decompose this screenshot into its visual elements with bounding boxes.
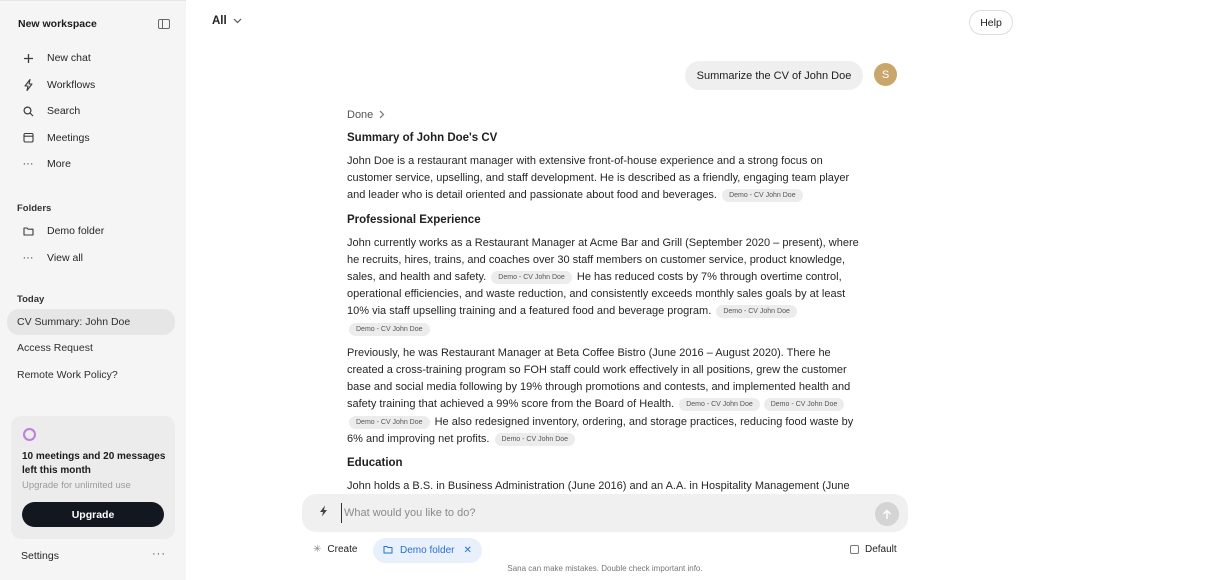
response-heading: Education <box>347 457 403 470</box>
sidebar-item-search[interactable] <box>10 98 176 125</box>
nav-label: Workflows <box>47 78 96 91</box>
citation-chip[interactable]: Demo - CV John Doe <box>349 416 430 429</box>
chat-item[interactable]: Remote Work Policy? <box>17 368 118 381</box>
paragraph-text: John Doe is a restaurant manager with extensive front-of-house experience and a strong focus on customer service, upselling, and staff development. He is described as a friendly, engaging team player and leader who is detail oriented and passionate about food and beverages. <box>347 155 850 202</box>
folder-icon <box>20 226 36 236</box>
workspace-header <box>18 17 170 31</box>
citation-chip[interactable]: Demo - CV John Doe <box>349 323 430 336</box>
folder-icon <box>383 545 393 556</box>
status-toggle[interactable] <box>347 107 867 123</box>
filter-dropdown[interactable] <box>212 15 242 27</box>
create-button[interactable] <box>313 544 357 555</box>
lightning-icon <box>20 79 36 91</box>
paragraph-text: John currently works as a Restaurant Manager at Acme Bar and Grill (September 2020 – present), where he recruits, hires, trains, and coaches over 30 staff members on customer service, product knowledge, sales, and health and safety. <box>347 236 859 284</box>
sidebar-nav <box>10 45 176 178</box>
chat-history-list <box>7 309 175 388</box>
citation-chip[interactable]: Demo - CV John Doe <box>764 398 845 411</box>
response-heading: Summary of John Doe's CV <box>347 132 498 144</box>
citation-chip[interactable]: Demo - CV John Doe <box>716 305 797 318</box>
chat-item[interactable]: Access Request <box>17 342 93 355</box>
citation-chip[interactable]: Demo - CV John Doe <box>679 398 760 411</box>
citation-chip[interactable]: Demo - CV John Doe <box>495 433 576 446</box>
workspace-title[interactable]: New workspace <box>18 18 97 30</box>
response-paragraph <box>347 345 867 448</box>
chevron-right-icon <box>379 110 385 121</box>
paragraph-text: He has reduced costs by 7% through overtime control, operational efficiencies, and waste reduction, and consistently exceeds monthly sales goals by at least 10% via staff upselling training and a featured food and beverage program. <box>347 271 846 318</box>
folder-context-chip[interactable] <box>373 538 482 563</box>
user-message: Summarize the CV of John Doe <box>685 61 863 90</box>
new-chat-button[interactable] <box>10 45 176 72</box>
status-label: Done <box>347 109 374 121</box>
plus-icon <box>20 53 36 64</box>
chat-item[interactable]: CV Summary: John Doe <box>7 309 175 335</box>
create-label: Create <box>327 544 358 555</box>
brand-ring-icon <box>23 428 36 441</box>
citation-chip[interactable]: Demo - CV John Doe <box>722 189 803 202</box>
filter-label: All <box>212 15 227 27</box>
paragraph-text: Previously, he was Restaurant Manager at Beta Coffee Bistro (June 2016 – August 2020). There he created a cross-training program so FOH staff could work effectively in all positions, grew the customer base and social media following by 19% through promotions and contests, and implemented health and safety training that achieved a 99% score from the Board of Health. <box>347 346 851 411</box>
folders-heading: Folders <box>17 203 52 214</box>
disclaimer-text: Sana can make mistakes. Double check important info. <box>507 564 703 573</box>
mode-selector[interactable] <box>850 544 897 555</box>
folder-item-demo[interactable] <box>10 218 176 245</box>
message-composer <box>302 494 908 532</box>
nav-label: Search <box>47 105 81 118</box>
mode-icon <box>850 545 859 554</box>
folders-list <box>10 218 176 271</box>
view-all-folders[interactable] <box>10 245 176 272</box>
paragraph-text: John holds a B.S. in Business Administration (June 2016) and an A.A. in Hospitality Management (June <box>347 480 850 493</box>
calendar-icon <box>20 132 36 143</box>
ellipsis-icon: ··· <box>22 158 34 171</box>
help-button[interactable]: Help <box>969 10 1013 35</box>
citation-chip[interactable]: Demo - CV John Doe <box>491 271 572 284</box>
toggle-sidebar-icon[interactable] <box>158 19 170 29</box>
settings-more-icon[interactable]: ··· <box>152 548 166 560</box>
send-button[interactable] <box>875 502 899 526</box>
close-icon[interactable]: ✕ <box>463 545 472 556</box>
nav-label: More <box>47 158 71 171</box>
paragraph-text: He also redesigned inventory, ordering, and storage practices, reducing food waste by 6% and improving net profits. <box>347 415 854 445</box>
upgrade-button[interactable]: Upgrade <box>22 502 164 527</box>
sparkle-icon: ✳ <box>313 544 322 555</box>
ellipsis-icon: ··· <box>22 251 34 264</box>
sidebar <box>0 0 186 580</box>
nav-label: Meetings <box>47 131 90 144</box>
chevron-down-icon <box>233 17 242 26</box>
sidebar-item-meetings[interactable] <box>10 125 176 152</box>
folder-label: View all <box>47 251 83 264</box>
sidebar-item-more[interactable] <box>10 151 176 178</box>
today-heading: Today <box>17 294 45 305</box>
settings-link[interactable]: Settings <box>21 550 59 562</box>
search-icon <box>20 106 36 117</box>
folder-label: Demo folder <box>47 225 105 238</box>
mode-label: Default <box>865 544 897 555</box>
nav-label: New chat <box>47 52 91 65</box>
message-input[interactable] <box>341 503 861 523</box>
usage-promo-card <box>11 416 175 539</box>
lightning-icon[interactable] <box>319 505 328 520</box>
folder-chip-label: Demo folder <box>400 545 455 556</box>
assistant-response <box>347 107 867 492</box>
avatar[interactable]: S <box>874 63 897 86</box>
response-paragraph <box>347 235 867 338</box>
response-paragraph <box>347 153 867 205</box>
response-heading: Professional Experience <box>347 213 481 226</box>
usage-title: 10 meetings and 20 messages left this month <box>22 451 166 476</box>
sidebar-item-workflows[interactable] <box>10 72 176 99</box>
usage-subtitle: Upgrade for unlimited use <box>22 480 131 491</box>
